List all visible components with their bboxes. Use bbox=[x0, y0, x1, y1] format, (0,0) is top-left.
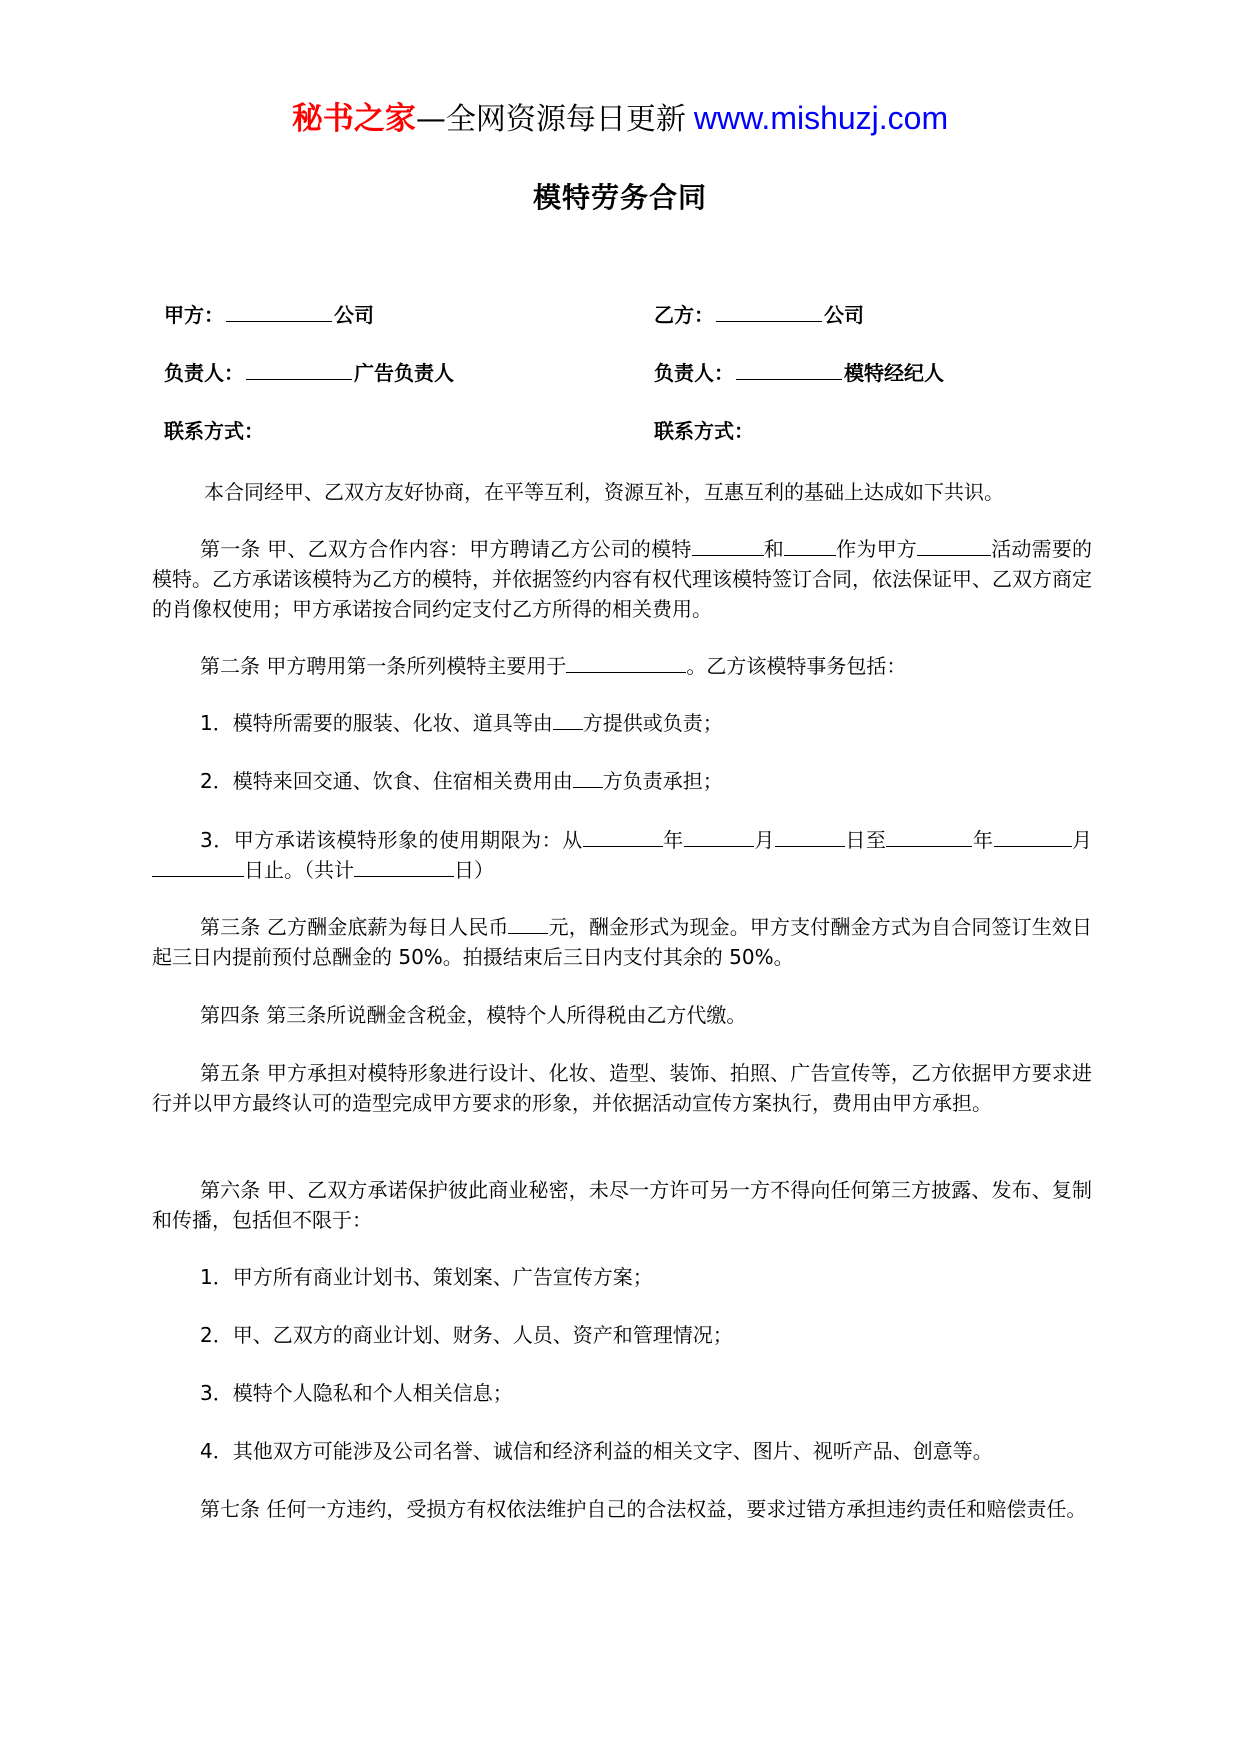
end-month-blank[interactable] bbox=[994, 826, 1072, 847]
article-6: 第六条 甲、乙双方承诺保护彼此商业秘密，未尽一方许可另一方不得向任何第三方披露、发布、复制和传播，包括但不限于： bbox=[152, 1178, 1092, 1232]
article-2-item-3: 3．甲方承诺该模特形象的使用期限为：从 年 月 日至 年 月日止。（共计 日） bbox=[152, 825, 1092, 885]
activity-blank[interactable] bbox=[917, 535, 991, 556]
party-b-suffix: 公司 bbox=[824, 303, 864, 327]
party-a-responsible-line bbox=[164, 358, 454, 388]
article-2-item-2: 2．模特来回交通、饮食、住宿相关费用由 方负责承担； bbox=[200, 769, 723, 793]
article-2-item-1: 1．模特所需要的服装、化妆、道具等由 方提供或负责； bbox=[200, 711, 723, 735]
end-day-blank[interactable] bbox=[152, 856, 244, 877]
usage-purpose-blank[interactable] bbox=[566, 652, 686, 673]
party-b-responsible-suffix: 模特经纪人 bbox=[844, 361, 944, 385]
article-7: 第七条 任何一方违约，受损方有权依法维护自己的合法权益，要求过错方承担违约责任和赔偿责任。 bbox=[200, 1497, 1087, 1521]
brand-name: 秘书之家 bbox=[291, 101, 416, 137]
party-b-contact-label: 联系方式： bbox=[654, 419, 754, 443]
party-b-label: 乙方： bbox=[654, 303, 714, 327]
party-a-name-blank[interactable] bbox=[226, 301, 332, 322]
article-3: 第三条 乙方酬金底薪为每日人民币 元，酬金形式为现金。甲方支付酬金方式为自合同签订生效日起三日内提前预付总酬金的 50%。拍摄结束后三日内支付其余的 50%。 bbox=[152, 915, 1093, 969]
party-a-contact-label: 联系方式： bbox=[164, 419, 264, 443]
daily-salary-blank[interactable] bbox=[508, 913, 548, 934]
site-url-link[interactable]: www.mishuzj.com bbox=[693, 100, 949, 136]
costume-party-blank[interactable] bbox=[553, 709, 583, 730]
start-day-blank[interactable] bbox=[775, 826, 845, 847]
model-name-2-blank[interactable] bbox=[784, 535, 836, 556]
article-5: 第五条 甲方承担对模特形象进行设计、化妆、造型、装饰、拍照、广告宣传等，乙方依据甲方要求进行并以甲方最终认可的造型完成甲方要求的形象，并依据活动宣传方案执行，费用由甲方承担。 bbox=[152, 1061, 1092, 1115]
party-b-contact-line bbox=[654, 416, 754, 446]
party-a-name-line bbox=[164, 300, 374, 330]
article-1: 第一条 甲、乙双方合作内容：甲方聘请乙方公司的模特 和 作为甲方 活动需要的模特。乙方承诺该模特为乙方的模特，并依据签约内容有权代理该模特签订合同，依法保证甲、乙双方商定的肖像权使用；甲方承诺按合同约定支付乙方所得的相关费用。 bbox=[152, 537, 1093, 621]
party-a-contact-line bbox=[164, 416, 264, 446]
travel-party-blank[interactable] bbox=[573, 767, 603, 788]
total-days-blank[interactable] bbox=[354, 856, 454, 877]
party-a-suffix: 公司 bbox=[334, 303, 374, 327]
start-month-blank[interactable] bbox=[684, 826, 754, 847]
intro-paragraph: 本合同经甲、乙双方友好协商，在平等互利，资源互补，互惠互利的基础上达成如下共识。 bbox=[204, 480, 1004, 504]
article-4: 第四条 第三条所说酬金含税金，模特个人所得税由乙方代缴。 bbox=[200, 1003, 747, 1027]
party-b-responsible-label: 负责人： bbox=[654, 361, 734, 385]
article-2: 第二条 甲方聘用第一条所列模特主要用于 。乙方该模特事务包括： bbox=[200, 654, 907, 678]
banner-tagline: —全网资源每日更新 bbox=[415, 102, 686, 137]
article-6-item-4: 4．其他双方可能涉及公司名誉、诚信和经济利益的相关文字、图片、视听产品、创意等。 bbox=[200, 1439, 993, 1463]
article-6-item-2: 2．甲、乙双方的商业计划、财务、人员、资产和管理情况； bbox=[200, 1323, 733, 1347]
end-year-blank[interactable] bbox=[886, 826, 972, 847]
party-a-responsible-blank[interactable] bbox=[246, 359, 352, 380]
document-title: 模特劳务合同 bbox=[532, 181, 707, 214]
party-a-responsible-label: 负责人： bbox=[164, 361, 244, 385]
article-6-item-1: 1．甲方所有商业计划书、策划案、广告宣传方案； bbox=[200, 1265, 653, 1289]
party-a-label: 甲方： bbox=[164, 303, 224, 327]
party-a-responsible-suffix: 广告负责人 bbox=[354, 361, 454, 385]
start-year-blank[interactable] bbox=[583, 826, 663, 847]
party-b-responsible-blank[interactable] bbox=[736, 359, 842, 380]
party-b-responsible-line bbox=[654, 358, 944, 388]
party-b-name-line bbox=[654, 300, 864, 330]
article-6-item-3: 3．模特个人隐私和个人相关信息； bbox=[200, 1381, 513, 1405]
party-b-name-blank[interactable] bbox=[716, 301, 822, 322]
model-name-1-blank[interactable] bbox=[692, 535, 764, 556]
site-banner bbox=[0, 98, 1240, 140]
